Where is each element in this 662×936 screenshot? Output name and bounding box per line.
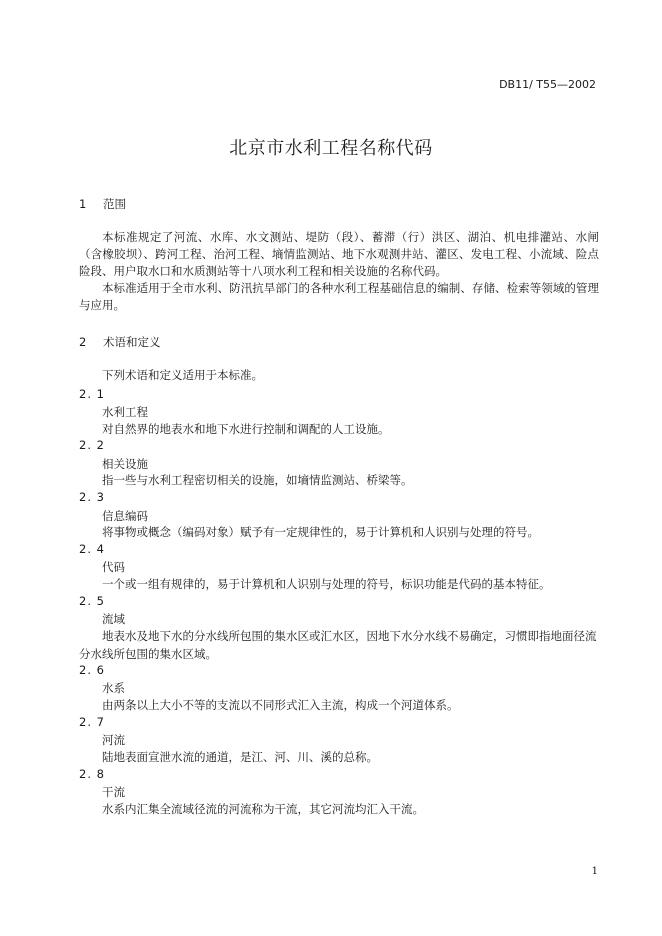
standard-code: DB11/ T55—2002 <box>499 78 596 91</box>
clause-number: 2. 8 <box>79 767 105 781</box>
term-definition: 对自然界的地表水和地下水进行控制和调配的人工设施。 <box>102 422 390 436</box>
section-number: 1 <box>79 197 87 211</box>
scope-paragraph-2: 本标准适用于全市水利、防汛抗旱部门的各种水利工程基础信息的编制、存储、检索等领域的管理与应用。 <box>79 281 599 312</box>
page-number: 1 <box>591 866 598 877</box>
section-number: 2 <box>79 335 87 349</box>
term-definition: 陆地表面宣泄水流的通道，是江、河、川、溪的总称。 <box>102 750 378 764</box>
term-name: 信息编码 <box>102 509 148 523</box>
term-name: 流域 <box>102 612 125 626</box>
section-title: 术语和定义 <box>103 335 161 349</box>
clause-number: 2. 1 <box>79 387 105 401</box>
term-name: 河流 <box>102 733 125 747</box>
term-definition: 指一些与水利工程密切相关的设施，如墒情监测站、桥梁等。 <box>102 473 413 487</box>
document-title: 北京市水利工程名称代码 <box>229 138 433 159</box>
clause-number: 2. 4 <box>79 542 105 556</box>
term-definition: 一个或一组有规律的，易于计算机和人识别与处理的符号，标识功能是代码的基本特征。 <box>102 577 551 591</box>
clause-number: 2. 6 <box>79 663 105 677</box>
term-definition: 由两条以上大小不等的支流以不同形式汇入主流，构成一个河道体系。 <box>102 698 459 712</box>
clause-number: 2. 5 <box>79 594 105 608</box>
term-name: 水利工程 <box>102 405 148 419</box>
term-name: 水系 <box>102 681 125 695</box>
term-definition: 地表水及地下水的分水线所包围的集水区或汇水区，因地下水分水线不易确定，习惯即指地面径流分水线所包围的集水区域。 <box>79 629 597 661</box>
term-name: 干流 <box>102 785 125 799</box>
term-definition: 将事物或概念（编码对象）赋予有一定规律性的，易于计算机和人识别与处理的符号。 <box>102 525 539 539</box>
scope-paragraph-1: 本标准规定了河流、水库、水文测站、堤防（段）、蓄滞（行）洪区、湖泊、机电排灌站、水闸（含橡胶坝）、跨河工程、治河工程、墒情监测站、地下水观测井站、灌区、发电工程、小流域、险点险段、用户取水口和水质测站等十八项水利工程和相关设施的名称代码。 <box>79 230 599 278</box>
term-name: 代码 <box>102 560 125 574</box>
section-2-heading <box>79 334 161 350</box>
clause-number: 2. 7 <box>79 715 105 729</box>
section-1-heading <box>79 196 126 212</box>
section-title: 范围 <box>103 197 126 211</box>
clause-number: 2. 3 <box>79 490 105 504</box>
clause-number: 2. 2 <box>79 438 105 452</box>
terms-intro: 下列术语和定义适用于本标准。 <box>102 368 263 382</box>
term-definition: 水系内汇集全流域径流的河流称为干流，其它河流均汇入干流。 <box>102 802 424 816</box>
term-name: 相关设施 <box>102 457 148 471</box>
